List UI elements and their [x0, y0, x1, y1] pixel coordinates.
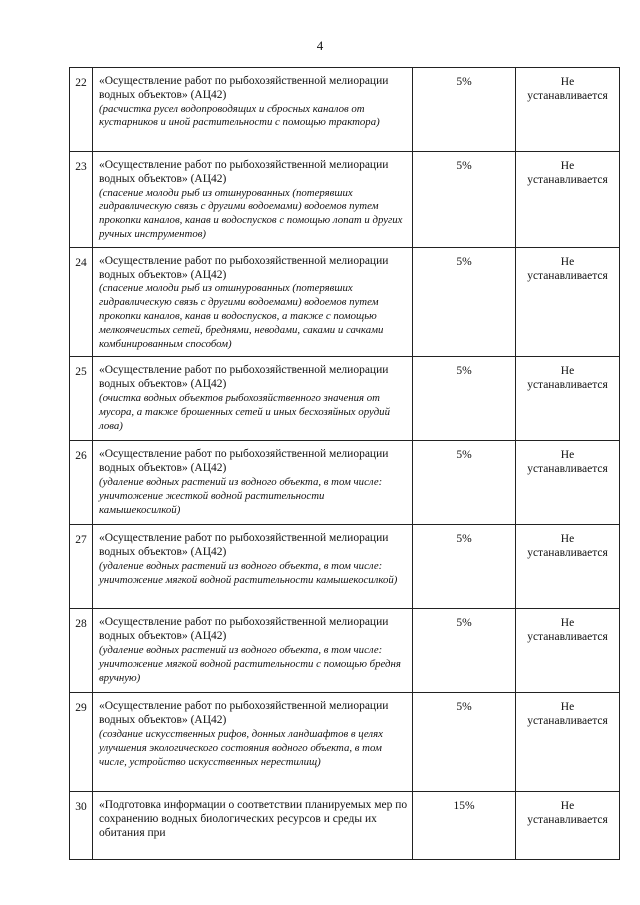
- status-cell: [516, 152, 620, 248]
- table-row: [70, 792, 620, 860]
- status-line-1: Не: [560, 160, 575, 172]
- status-line-2: устанавливается: [527, 631, 608, 644]
- status-cell: [516, 792, 620, 860]
- row-number: 29: [70, 693, 93, 792]
- table-row: [70, 693, 620, 792]
- status-line-2: устанавливается: [527, 89, 608, 102]
- service-description: [93, 152, 413, 248]
- service-description: [93, 441, 413, 525]
- status-line-2: устанавливается: [527, 814, 608, 827]
- rate-cell: 5%: [413, 247, 516, 357]
- table-row: [70, 441, 620, 525]
- service-title: «Осуществление работ по рыбохозяйственной мелиорации водных объектов» (АЦ42): [99, 616, 389, 643]
- service-description: [93, 247, 413, 357]
- rate-cell: 5%: [413, 609, 516, 693]
- rate-cell: 5%: [413, 525, 516, 609]
- status-cell: [516, 693, 620, 792]
- service-title: «Подготовка информации о соответствии планируемых мер по сохранению водных биологических ресурсов и среды их обитания при: [99, 799, 408, 839]
- service-title: «Осуществление работ по рыбохозяйственной мелиорации водных объектов» (АЦ42): [99, 364, 389, 391]
- service-note: (удаление водных растений из водного объекта, в том числе: уничтожение жесткой водной растительности камышекосилкой): [99, 475, 383, 516]
- rate-cell: 5%: [413, 68, 516, 152]
- status-cell: [516, 68, 620, 152]
- service-title: «Осуществление работ по рыбохозяйственной мелиорации водных объектов» (АЦ42): [99, 700, 389, 727]
- row-number: 25: [70, 357, 93, 441]
- service-note: (очистка водных объектов рыбохозяйственного значения от мусора, а также брошенных сетей и иных бесхозяйных орудий лова): [99, 391, 390, 432]
- service-title: «Осуществление работ по рыбохозяйственной мелиорации водных объектов» (АЦ42): [99, 159, 389, 185]
- status-line-1: Не: [560, 255, 575, 268]
- row-number: 22: [70, 68, 93, 152]
- status-cell: [516, 441, 620, 525]
- fees-table: [69, 67, 620, 860]
- service-title: «Осуществление работ по рыбохозяйственной мелиорации водных объектов» (АЦ42): [99, 532, 389, 559]
- service-title: «Осуществление работ по рыбохозяйственной мелиорации водных объектов» (АЦ42): [99, 448, 389, 475]
- service-note: (спасение молоди рыб из отшнурованных (потерявших гидравлическую связь с другими водоемами) водоемов путем прокопки каналов, канав и водоспусков с помощью лопат и других ручных инструментов): [99, 186, 403, 240]
- status-line-1: Не: [560, 449, 575, 462]
- table-row: [70, 247, 620, 357]
- table-row: [70, 609, 620, 693]
- rate-cell: 15%: [413, 792, 516, 860]
- row-number: 24: [70, 247, 93, 357]
- service-note: (спасение молоди рыб из отшнурованных (потерявших гидравлическую связь с другими водоемами) водоемов путем прокопки каналов, канав и водоспусков, а также с помощью мелкоячеистых сетей, бреднями, неводами, саками и сачками комбинированным способом): [99, 282, 384, 350]
- row-number: 27: [70, 525, 93, 609]
- table-body: [70, 68, 620, 860]
- service-description: [93, 357, 413, 441]
- service-note: (расчистка русел водопроводящих и сбросных каналов от кустарников и иной растительности с помощью трактора): [99, 102, 380, 129]
- row-number: 28: [70, 609, 93, 693]
- row-number: 26: [70, 441, 93, 525]
- status-cell: [516, 357, 620, 441]
- rate-cell: 5%: [413, 357, 516, 441]
- status-line-2: устанавливается: [527, 173, 608, 186]
- status-cell: [516, 525, 620, 609]
- row-number: 23: [70, 152, 93, 248]
- service-description: [93, 525, 413, 609]
- service-description: [93, 693, 413, 792]
- service-note: (создание искусственных рифов, донных ландшафтов в целях улучшения экологического состояния водного объекта, в том числе, устройство искусственных нерестилищ): [99, 727, 383, 768]
- status-line-2: устанавливается: [527, 463, 608, 476]
- status-line-2: устанавливается: [527, 379, 608, 392]
- service-title: «Осуществление работ по рыбохозяйственной мелиорации водных объектов» (АЦ42): [99, 75, 389, 101]
- status-line-1: Не: [560, 365, 575, 378]
- table-row: [70, 152, 620, 248]
- rate-cell: 5%: [413, 152, 516, 248]
- status-line-1: Не: [560, 800, 575, 813]
- status-cell: [516, 247, 620, 357]
- status-cell: [516, 609, 620, 693]
- rate-cell: 5%: [413, 441, 516, 525]
- service-description: [93, 68, 413, 152]
- status-line-1: Не: [560, 533, 575, 546]
- status-line-1: Не: [560, 701, 575, 714]
- status-line-2: устанавливается: [527, 269, 608, 282]
- service-note: (удаление водных растений из водного объекта, в том числе: уничтожение мягкой водной растительности с помощью бредня вручную): [99, 643, 401, 684]
- status-line-2: устанавливается: [527, 715, 608, 728]
- rate-cell: 5%: [413, 693, 516, 792]
- row-number: 30: [70, 792, 93, 860]
- service-note: (удаление водных растений из водного объекта, в том числе: уничтожение мягкой водной растительности камышекосилкой): [99, 559, 398, 586]
- service-description: [93, 609, 413, 693]
- table-row: [70, 357, 620, 441]
- table-row: [70, 525, 620, 609]
- status-line-1: Не: [560, 76, 575, 88]
- status-line-1: Не: [560, 617, 575, 630]
- table-row: [70, 68, 620, 152]
- service-title: «Осуществление работ по рыбохозяйственной мелиорации водных объектов» (АЦ42): [99, 254, 389, 281]
- service-description: [93, 792, 413, 860]
- page-number: 4: [316, 38, 324, 53]
- status-line-2: устанавливается: [527, 547, 608, 560]
